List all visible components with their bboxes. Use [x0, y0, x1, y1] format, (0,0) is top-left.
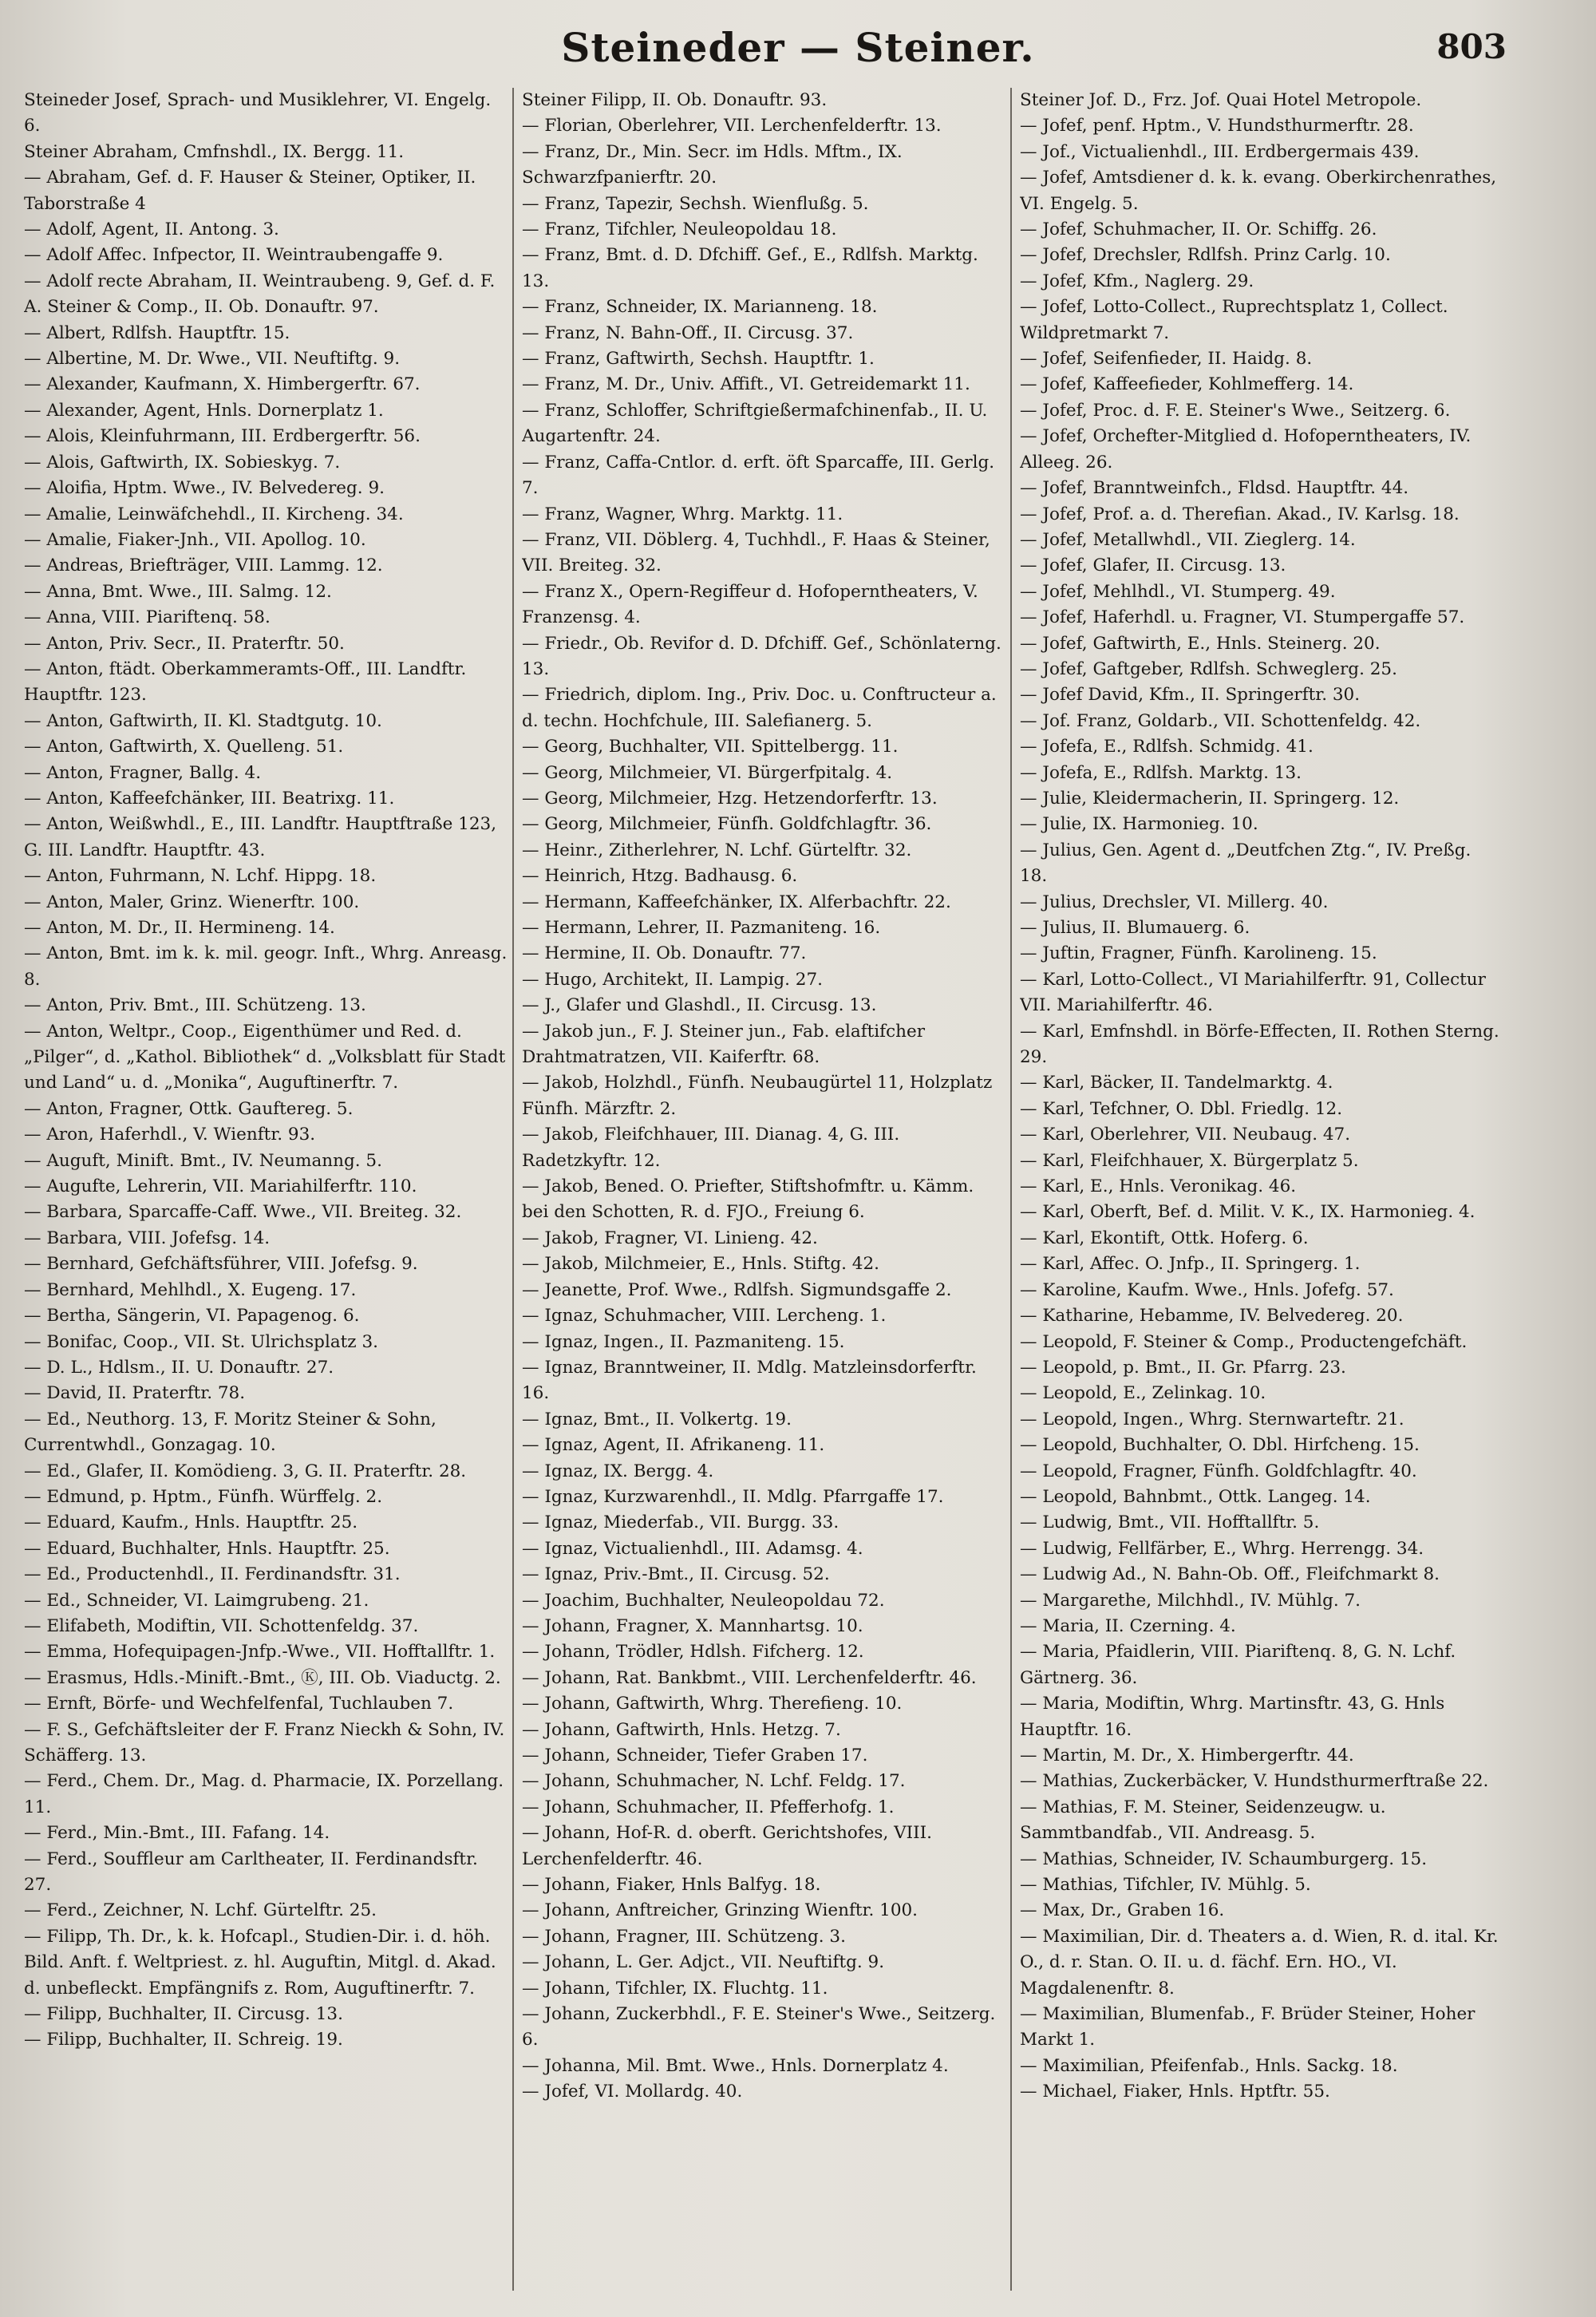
directory-entry: — Franz, Wagner, Whrg. Marktg. 11.: [522, 504, 843, 524]
directory-entry: — Johann, Anftreicher, Grinzing Wienftr. 100.: [522, 1900, 918, 1921]
directory-entry: — Jofef, Schuhmacher, II. Or. Schiffg. 26.: [1020, 219, 1377, 240]
directory-entry: — Jakob, Fragner, VI. Linieng. 42.: [522, 1228, 818, 1248]
directory-entry: — Filipp, Buchhalter, II. Schreig. 19.: [24, 2030, 343, 2050]
directory-entry: — Bonifac, Coop., VII. St. Ulrichsplatz 3.: [24, 1331, 378, 1352]
directory-entry: — Julie, Kleidermacherin, II. Springerg. 12.: [1020, 788, 1400, 809]
directory-entry: — Jofef, Proc. d. F. E. Steiner's Wwe., Seitzerg. 6.: [1020, 400, 1451, 421]
directory-entry: — Adolf recte Abraham, II. Weintraubeng. 9, Gef. d. F. A. Steiner & Comp., II. Ob. Donauftr. 97.: [24, 271, 496, 318]
directory-entry: — Mathias, F. M. Steiner, Seidenzeugw. u. Sammtbandfab., VII. Andreasg. 5.: [1020, 1797, 1386, 1844]
directory-entry: — Johann, Hof-R. d. oberft. Gerichtshofes, VIII. Lerchenfelderftr. 46.: [522, 1823, 932, 1869]
directory-entry: — Franz, N. Bahn-Off., II. Circusg. 37.: [522, 322, 854, 343]
directory-entry: — Franz, Gaftwirth, Sechsh. Hauptftr. 1.: [522, 349, 875, 370]
directory-entry: — Erasmus, Hdls.-Minift.-Bmt., Ⓚ, III. Ob. Viaductg. 2.: [24, 1667, 501, 1688]
directory-entry: — Johanna, Mil. Bmt. Wwe., Hnls. Dornerplatz 4.: [522, 2055, 949, 2076]
directory-entry: — Leopold, F. Steiner & Comp., Productengefchäft.: [1020, 1331, 1468, 1352]
directory-entry: — Franz, Tifchler, Neuleopoldau 18.: [522, 219, 837, 240]
directory-entry: — David, II. Praterftr. 78.: [24, 1383, 246, 1404]
directory-entry: — Jofefa, E., Rdlfsh. Schmidg. 41.: [1020, 737, 1314, 757]
directory-entry: — Jofef, Haferhdl. u. Fragner, VI. Stumpergaffe 57.: [1020, 607, 1465, 628]
directory-entry: — Franz, Schneider, IX. Marianneng. 18.: [522, 297, 878, 318]
directory-entry: Steiner Filipp, II. Ob. Donauftr. 93.: [522, 90, 828, 110]
directory-entry: — Karoline, Kaufm. Wwe., Hnls. Jofefg. 57.: [1020, 1279, 1394, 1300]
directory-entry: — Filipp, Th. Dr., k. k. Hofcapl., Studien-Dir. i. d. höh. Bild. Anft. f. Weltpriest. z. hl. Auguftin, Mitgl. d. Akad. d. unbefleckt. Empfängnifs z. Rom, Auguftinerftr. 7.: [24, 1926, 496, 1999]
directory-entry: — Karl, Bäcker, II. Tandelmarktg. 4.: [1020, 1073, 1333, 1093]
directory-entry: — Anton, Fragner, Ballg. 4.: [24, 762, 262, 783]
directory-entry: — Barbara, VIII. Jofefsg. 14.: [24, 1228, 271, 1248]
directory-entry: — Michael, Fiaker, Hnls. Hptftr. 55.: [1020, 2082, 1330, 2102]
directory-entry: — Jofef, Drechsler, Rdlfsh. Prinz Carlg. 10.: [1020, 245, 1391, 266]
directory-entry: — Anton, Maler, Grinz. Wienerftr. 100.: [24, 892, 360, 912]
directory-entry: — Mathias, Tifchler, IV. Mühlg. 5.: [1020, 1875, 1311, 1896]
directory-entry: — Jofef, Seifenfieder, II. Haidg. 8.: [1020, 349, 1313, 370]
directory-entry: — Eduard, Buchhalter, Hnls. Hauptftr. 25.: [24, 1538, 390, 1559]
directory-entry: — Franz X., Opern-Regiffeur d. Hofoperntheaters, V. Franzensg. 4.: [522, 581, 978, 628]
directory-entry: — Ludwig, Fellfärber, E., Whrg. Herrengg. 34.: [1020, 1538, 1424, 1559]
directory-entry: — Karl, E., Hnls. Veronikag. 46.: [1020, 1176, 1297, 1197]
directory-entry: — Karl, Ekontift, Ottk. Hoferg. 6.: [1020, 1228, 1309, 1248]
directory-entry: — Albertine, M. Dr. Wwe., VII. Neuftiftg. 9.: [24, 349, 401, 370]
directory-entry: — Franz, VII. Döblerg. 4, Tuchhdl., F. Haas & Steiner, VII. Breiteg. 32.: [522, 529, 990, 576]
directory-entry: — Adolf Affec. Infpector, II. Weintraubengaffe 9.: [24, 245, 444, 266]
directory-entry: — Amalie, Fiaker-Jnh., VII. Apollog. 10.: [24, 529, 366, 550]
directory-entry: — Filipp, Buchhalter, II. Circusg. 13.: [24, 2004, 343, 2025]
directory-entry: — Franz, Caffa-Cntlor. d. erft. öft Sparcaffe, III. Gerlg. 7.: [522, 452, 995, 499]
directory-entry: — Jof. Franz, Goldarb., VII. Schottenfeldg. 42.: [1020, 710, 1421, 731]
directory-entry: — Jof., Victualienhdl., III. Erdbergermais 439.: [1020, 141, 1420, 162]
directory-entry: — Jofef, VI. Mollardg. 40.: [522, 2082, 743, 2102]
directory-entry: — Friedrich, diplom. Ing., Priv. Doc. u. Conftructeur a. d. techn. Hochfchule, III. Salefianerg. 5.: [522, 685, 997, 731]
directory-entry: — Ferd., Souffleur am Carltheater, II. Ferdinandsftr. 27.: [24, 1848, 478, 1896]
directory-entry: — Johann, Fragner, III. Schützeng. 3.: [522, 1926, 846, 1947]
directory-entry: — Leopold, Bahnbmt., Ottk. Langeg. 14.: [1020, 1486, 1371, 1507]
directory-entry: — Bertha, Sängerin, VI. Papagenog. 6.: [24, 1306, 360, 1327]
directory-entry: — Johann, Zuckerbhdl., F. E. Steiner's Wwe., Seitzerg. 6.: [522, 2004, 996, 2050]
directory-entry: — Karl, Emfnshdl. in Börfe-Effecten, II. Rothen Sterng. 29.: [1020, 1021, 1499, 1068]
directory-entry: — Leopold, p. Bmt., II. Gr. Pfarrg. 23.: [1020, 1357, 1346, 1378]
page-header: [0, 24, 1596, 80]
directory-entry: — F. S., Gefchäftsleiter der F. Franz Nieckh & Sohn, IV. Schäfferg. 13.: [24, 1719, 505, 1765]
column-right: [1020, 88, 1508, 2291]
directory-entry: — Maria, II. Czerning. 4.: [1020, 1615, 1236, 1636]
directory-entry: — Jofef, Amtsdiener d. k. k. evang. Oberkirchenrathes, VI. Engelg. 5.: [1020, 168, 1497, 214]
directory-entry: — Auguft, Minift. Bmt., IV. Neumanng. 5.: [24, 1150, 382, 1171]
directory-entry: — Julius, II. Blumauerg. 6.: [1020, 918, 1250, 938]
directory-entry: — Ignaz, IX. Bergg. 4.: [522, 1461, 714, 1481]
directory-entry: — Anton, Weißwhdl., E., III. Landftr. Hauptftraße 123, G. III. Landftr. Hauptftr. 43.: [24, 814, 497, 860]
directory-entry: — Johann, Schuhmacher, II. Pfefferhofg. 1.: [522, 1797, 895, 1817]
directory-entry: — Anton, Fragner, Ottk. Gauftereg. 5.: [24, 1098, 354, 1119]
directory-entry: — Jofef, Kfm., Naglerg. 29.: [1020, 271, 1254, 291]
directory-columns: [24, 88, 1508, 2291]
directory-entry: — Jakob, Holzhdl., Fünfh. Neubaugürtel 11, Holzplatz Fünfh. Märzftr. 2.: [522, 1073, 993, 1119]
directory-entry: — Karl, Oberlehrer, VII. Neubaug. 47.: [1020, 1125, 1351, 1145]
directory-entry: — Jakob jun., F. J. Steiner jun., Fab. elaftifcher Drahtmatratzen, VII. Kaiferftr. 68.: [522, 1021, 926, 1068]
directory-entry: — Anna, VIII. Piariftenq. 58.: [24, 607, 271, 628]
directory-entry: — Hermann, Lehrer, II. Pazmaniteng. 16.: [522, 918, 881, 938]
directory-entry: — Maria, Pfaidlerin, VIII. Piariftenq. 8, G. N. Lchf. Gärtnerg. 36.: [1020, 1642, 1456, 1688]
directory-entry: — Jofef, Metallwhdl., VII. Zieglerg. 14.: [1020, 529, 1356, 550]
directory-entry: — Jofef David, Kfm., II. Springerftr. 30.: [1020, 685, 1361, 706]
directory-entry: — Karl, Lotto-Collect., VI Mariahilferftr. 91, Collectur VII. Mariahilferftr. 46.: [1020, 969, 1486, 1016]
directory-entry: — Georg, Milchmeier, Hzg. Hetzendorferftr. 13.: [522, 788, 938, 809]
directory-entry: — Jakob, Bened. O. Priefter, Stiftshofmftr. u. Kämm. bei den Schotten, R. d. FJO., Freiung 6.: [522, 1176, 974, 1223]
directory-entry: — Ed., Glafer, II. Komödieng. 3, G. II. Praterftr. 28.: [24, 1461, 467, 1481]
directory-entry: — Anton, Gaftwirth, X. Quelleng. 51.: [24, 737, 344, 757]
directory-entry: — Barbara, Sparcaffe-Caff. Wwe., VII. Breiteg. 32.: [24, 1202, 462, 1223]
directory-entry: — Anton, Priv. Bmt., III. Schützeng. 13.: [24, 995, 366, 1016]
directory-entry: Steiner Abraham, Cmfnshdl., IX. Bergg. 11.: [24, 141, 405, 162]
directory-entry: — Ignaz, Kurzwarenhdl., II. Mdlg. Pfarrgaffe 17.: [522, 1486, 944, 1507]
directory-entry: — Hermann, Kaffeefchänker, IX. Alferbachftr. 22.: [522, 892, 951, 912]
directory-entry: — Julius, Drechsler, VI. Millerg. 40.: [1020, 892, 1329, 912]
directory-entry: — Alexander, Agent, Hnls. Dornerplatz 1.: [24, 400, 384, 421]
column-left: [24, 88, 514, 2291]
directory-entry: — Leopold, Ingen., Whrg. Sternwarteftr. 21.: [1020, 1409, 1404, 1429]
directory-entry: — Maximilian, Dir. d. Theaters a. d. Wien, R. d. ital. Kr. O., d. r. Stan. O. II. u. d. fächf. Ern. HO., VI. Magdalenenftr. 8.: [1020, 1926, 1499, 1999]
directory-entry: — Julie, IX. Harmonieg. 10.: [1020, 814, 1258, 835]
directory-entry: — Ignaz, Priv.-Bmt., II. Circusg. 52.: [522, 1564, 830, 1585]
directory-entry: — Joachim, Buchhalter, Neuleopoldau 72.: [522, 1590, 885, 1611]
directory-entry: — Alexander, Kaufmann, X. Himbergerftr. 67.: [24, 374, 421, 395]
directory-entry: — Johann, Fragner, X. Mannhartsg. 10.: [522, 1615, 863, 1636]
directory-entry: — Aloifia, Hptm. Wwe., IV. Belvedereg. 9.: [24, 478, 385, 499]
directory-entry: — Ed., Neuthorg. 13, F. Moritz Steiner & Sohn, Currentwhdl., Gonzagag. 10.: [24, 1409, 437, 1456]
directory-entry: — Jofefa, E., Rdlfsh. Marktg. 13.: [1020, 762, 1302, 783]
directory-entry: — Karl, Affec. O. Jnfp., II. Springerg. 1.: [1020, 1254, 1361, 1275]
directory-entry: — Ignaz, Agent, II. Afrikaneng. 11.: [522, 1435, 825, 1456]
directory-entry: — Johann, Fiaker, Hnls Balfyg. 18.: [522, 1875, 821, 1896]
directory-entry: — Hermine, II. Ob. Donauftr. 77.: [522, 943, 807, 964]
directory-entry: — Adolf, Agent, II. Antong. 3.: [24, 219, 279, 240]
directory-entry: — Franz, Dr., Min. Secr. im Hdls. Mftm., IX. Schwarzfpanierftr. 20.: [522, 141, 903, 188]
directory-entry: — Anton, ftädt. Oberkammeramts-Off., III. Landftr. Hauptftr. 123.: [24, 658, 467, 706]
directory-entry: — Anton, Weltpr., Coop., Eigenthümer und Red. d. „Pilger“, d. „Kathol. Bibliothek“ d. „Volksblatt für Stadt und Land“ u. d. „Monika“, Auguftinerftr. 7.: [24, 1021, 506, 1093]
column-middle: [522, 88, 1012, 2291]
directory-entry: — Juftin, Fragner, Fünfh. Karolineng. 15.: [1020, 943, 1377, 964]
directory-entry: — Mathias, Schneider, IV. Schaumburgerg. 15.: [1020, 1848, 1428, 1869]
directory-entry: — Mathias, Zuckerbäcker, V. Hundsthurmerftraße 22.: [1020, 1771, 1489, 1792]
directory-entry: — Georg, Milchmeier, VI. Bürgerfpitalg. 4.: [522, 762, 893, 783]
directory-entry: — Anna, Bmt. Wwe., III. Salmg. 12.: [24, 581, 332, 602]
directory-entry: — Ludwig, Bmt., VII. Hofftallftr. 5.: [1020, 1512, 1320, 1533]
directory-entry: — Jofef, Branntweinfch., Fldsd. Hauptftr. 44.: [1020, 478, 1409, 499]
directory-entry: — Edmund, p. Hptm., Fünfh. Würffelg. 2.: [24, 1486, 383, 1507]
directory-entry: — Elifabeth, Modiftin, VII. Schottenfeldg. 37.: [24, 1615, 419, 1636]
directory-entry: — Julius, Gen. Agent d. „Deutfchen Ztg.“, IV. Preßg. 18.: [1020, 840, 1472, 887]
directory-entry: — Anton, Kaffeefchänker, III. Beatrixg. 11.: [24, 788, 395, 809]
directory-entry: — Johann, Tifchler, IX. Fluchtg. 11.: [522, 1978, 828, 1999]
directory-entry: — Franz, Tapezir, Sechsh. Wienflußg. 5.: [522, 193, 869, 214]
directory-entry: — Leopold, E., Zelinkag. 10.: [1020, 1383, 1266, 1404]
directory-entry: — Johann, L. Ger. Adjct., VII. Neuftiftg. 9.: [522, 1952, 885, 1973]
directory-entry: — Ferd., Chem. Dr., Mag. d. Pharmacie, IX. Porzellang. 11.: [24, 1771, 504, 1817]
directory-entry: — Johann, Gaftwirth, Hnls. Hetzg. 7.: [522, 1719, 841, 1740]
page-number: 803: [1436, 27, 1507, 66]
directory-entry: Steiner Jof. D., Frz. Jof. Quai Hotel Metropole.: [1020, 90, 1422, 110]
directory-entry: — Leopold, Fragner, Fünfh. Goldfchlagftr. 40.: [1020, 1461, 1417, 1481]
directory-entry: — Maximilian, Pfeifenfab., Hnls. Sackg. 18.: [1020, 2055, 1398, 2076]
directory-entry: — Ignaz, Victualienhdl., III. Adamsg. 4.: [522, 1538, 863, 1559]
directory-entry: — J., Glafer und Glashdl., II. Circusg. 13.: [522, 995, 877, 1016]
directory-entry: — Jofef, Mehlhdl., VI. Stumperg. 49.: [1020, 581, 1336, 602]
directory-entry: — Ignaz, Branntweiner, II. Mdlg. Matzleinsdorferftr. 16.: [522, 1357, 977, 1404]
directory-entry: — Ferd., Zeichner, N. Lchf. Gürtelftr. 25.: [24, 1900, 377, 1921]
directory-entry: — Alois, Kleinfuhrmann, III. Erdbergerftr. 56.: [24, 426, 421, 447]
directory-entry: — Martin, M. Dr., X. Himbergerftr. 44.: [1020, 1746, 1354, 1765]
directory-entry: — Jofef, Gaftgeber, Rdlfsh. Schweglerg. 25.: [1020, 658, 1397, 679]
directory-entry: — Albert, Rdlfsh. Hauptftr. 15.: [24, 322, 290, 343]
directory-entry: — Alois, Gaftwirth, IX. Sobieskyg. 7.: [24, 452, 341, 472]
directory-entry: — Emma, Hofequipagen-Jnfp.-Wwe., VII. Hofftallftr. 1.: [24, 1642, 496, 1663]
directory-entry: — Jeanette, Prof. Wwe., Rdlfsh. Sigmundsgaffe 2.: [522, 1279, 952, 1300]
directory-entry: — Jofef, Glafer, II. Circusg. 13.: [1020, 556, 1286, 576]
directory-entry: — Ernft, Börfe- und Wechfelfenfal, Tuchlauben 7.: [24, 1694, 454, 1714]
directory-entry: Steineder Josef, Sprach- und Musiklehrer, VI. Engelg. 6.: [24, 90, 492, 136]
directory-entry: — Florian, Oberlehrer, VII. Lerchenfelderftr. 13.: [522, 116, 942, 136]
directory-entry: — Jofef, Gaftwirth, E., Hnls. Steinerg. 20.: [1020, 633, 1381, 654]
directory-entry: — Ignaz, Ingen., II. Pazmaniteng. 15.: [522, 1331, 845, 1352]
directory-entry: — Anton, Priv. Secr., II. Praterftr. 50.: [24, 633, 345, 654]
directory-entry: — Jofef, Lotto-Collect., Ruprechtsplatz 1, Collect. Wildpretmarkt 7.: [1020, 297, 1448, 343]
directory-entry: — Jofef, Prof. a. d. Therefian. Akad., IV. Karlsg. 18.: [1020, 504, 1460, 524]
directory-entry: — Anton, Bmt. im k. k. mil. geogr. Inft., Whrg. Anreasg. 8.: [24, 943, 508, 990]
directory-entry: — Johann, Rat. Bankbmt., VIII. Lerchenfelderftr. 46.: [522, 1667, 977, 1688]
directory-entry: — Ed., Schneider, VI. Laimgrubeng. 21.: [24, 1590, 369, 1611]
directory-entry: — Jofef, penf. Hptm., V. Hundsthurmerftr. 28.: [1020, 116, 1414, 136]
directory-entry: — Heinr., Zitherlehrer, N. Lchf. Gürtelftr. 32.: [522, 840, 912, 860]
directory-entry: — Franz, M. Dr., Univ. Affift., VI. Getreidemarkt 11.: [522, 374, 970, 395]
directory-entry: — Ludwig Ad., N. Bahn-Ob. Off., Fleifchmarkt 8.: [1020, 1564, 1440, 1585]
directory-entry: — Ignaz, Schuhmacher, VIII. Lercheng. 1.: [522, 1306, 887, 1327]
directory-entry: — Johann, Schneider, Tiefer Graben 17.: [522, 1746, 868, 1765]
directory-entry: — Georg, Milchmeier, Fünfh. Goldfchlagftr. 36.: [522, 814, 932, 835]
directory-entry: — Jofef, Orchefter-Mitglied d. Hofoperntheaters, IV. Alleeg. 26.: [1020, 426, 1472, 472]
directory-entry: — Aron, Haferhdl., V. Wienftr. 93.: [24, 1125, 316, 1145]
directory-entry: — D. L., Hdlsm., II. U. Donauftr. 27.: [24, 1357, 334, 1378]
directory-entry: — Abraham, Gef. d. F. Hauser & Steiner, Optiker, II. Taborstraße 4: [24, 168, 476, 214]
directory-entry: — Jakob, Fleifchhauer, III. Dianag. 4, G. III. Radetzkyftr. 12.: [522, 1125, 900, 1171]
directory-entry: — Johann, Gaftwirth, Whrg. Therefieng. 10.: [522, 1694, 903, 1714]
directory-entry: — Anton, M. Dr., II. Hermineng. 14.: [24, 918, 335, 938]
directory-entry: — Jakob, Milchmeier, E., Hnls. Stiftg. 42.: [522, 1254, 879, 1275]
directory-entry: — Margarethe, Milchhdl., IV. Mühlg. 7.: [1020, 1590, 1361, 1611]
directory-entry: — Katharine, Hebamme, IV. Belvedereg. 20.: [1020, 1306, 1404, 1327]
directory-entry: — Anton, Fuhrmann, N. Lchf. Hippg. 18.: [24, 866, 377, 887]
directory-entry: — Ed., Productenhdl., II. Ferdinandsftr. 31.: [24, 1564, 401, 1585]
directory-entry: — Maximilian, Blumenfab., F. Brüder Steiner, Hoher Markt 1.: [1020, 2004, 1476, 2050]
directory-entry: — Anton, Gaftwirth, II. Kl. Stadtgutg. 10.: [24, 710, 382, 731]
directory-entry: — Max, Dr., Graben 16.: [1020, 1900, 1225, 1921]
directory-entry: — Leopold, Buchhalter, O. Dbl. Hirfcheng. 15.: [1020, 1435, 1420, 1456]
page-title: Steineder — Steiner.: [561, 24, 1035, 71]
directory-entry: — Maria, Modiftin, Whrg. Martinsftr. 43, G. Hnls Hauptftr. 16.: [1020, 1694, 1445, 1740]
directory-entry: — Hugo, Architekt, II. Lampig. 27.: [522, 969, 823, 990]
directory-entry: — Johann, Schuhmacher, N. Lchf. Feldg. 17.: [522, 1771, 906, 1792]
directory-entry: — Bernhard, Gefchäftsführer, VIII. Jofefsg. 9.: [24, 1254, 418, 1275]
directory-entry: — Ferd., Min.-Bmt., III. Fafang. 14.: [24, 1823, 330, 1844]
directory-entry: — Karl, Oberft, Bef. d. Milit. V. K., IX. Harmonieg. 4.: [1020, 1202, 1476, 1223]
directory-entry: — Jofef, Kaffeefieder, Kohlmefferg. 14.: [1020, 374, 1354, 395]
directory-entry: — Ignaz, Bmt., II. Volkertg. 19.: [522, 1409, 792, 1429]
directory-entry: — Bernhard, Mehlhdl., X. Eugeng. 17.: [24, 1279, 357, 1300]
directory-entry: — Heinrich, Htzg. Badhausg. 6.: [522, 866, 798, 887]
directory-entry: — Augufte, Lehrerin, VII. Mariahilferftr. 110.: [24, 1176, 417, 1197]
directory-entry: — Eduard, Kaufm., Hnls. Hauptftr. 25.: [24, 1512, 358, 1533]
directory-entry: — Ignaz, Miederfab., VII. Burgg. 33.: [522, 1512, 839, 1533]
directory-entry: — Georg, Buchhalter, VII. Spittelbergg. 11.: [522, 737, 899, 757]
directory-entry: — Johann, Trödler, Hdlsh. Fifcherg. 12.: [522, 1642, 864, 1663]
directory-entry: — Andreas, Briefträger, VIII. Lammg. 12.: [24, 556, 383, 576]
directory-entry: — Franz, Schloffer, Schriftgießermafchinenfab., II. U. Augartenftr. 24.: [522, 400, 988, 447]
directory-entry: — Karl, Tefchner, O. Dbl. Friedlg. 12.: [1020, 1098, 1343, 1119]
directory-entry: — Franz, Bmt. d. D. Dfchiff. Gef., E., Rdlfsh. Marktg. 13.: [522, 245, 978, 291]
directory-entry: — Friedr., Ob. Revifor d. D. Dfchiff. Gef., Schönlaterng. 13.: [522, 633, 1001, 679]
directory-entry: — Karl, Fleifchhauer, X. Bürgerplatz 5.: [1020, 1150, 1359, 1171]
directory-entry: — Amalie, Leinwäfchehdl., II. Kircheng. 34.: [24, 504, 404, 524]
